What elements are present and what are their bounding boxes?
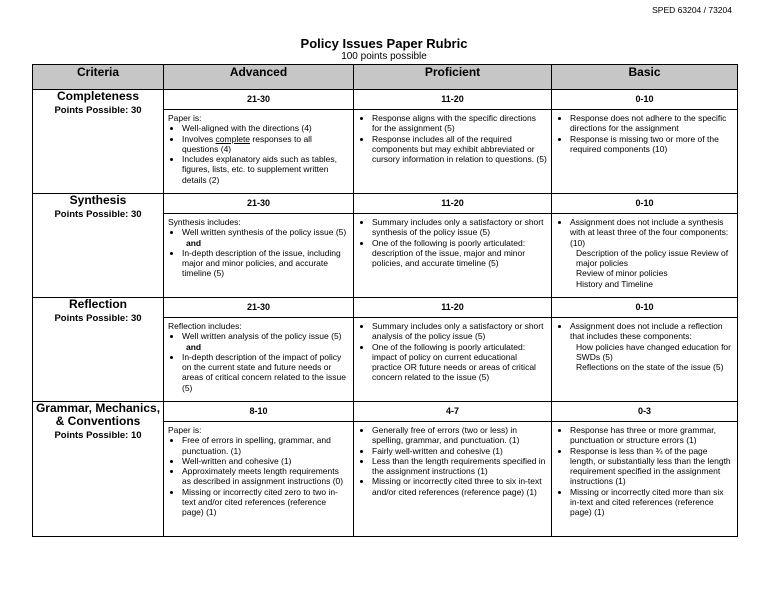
score-range: 11-20 xyxy=(354,90,551,110)
criteria-name: Synthesis xyxy=(69,193,127,207)
and-connector: and xyxy=(186,341,202,352)
list-item: • In-depth description of the impact of policy on the current state and future needs or areas of critical concern related to the issue (5) xyxy=(182,352,349,393)
score-range: 21-30 xyxy=(164,90,353,110)
list-item: • Summary includes only a satisfactory or short analysis of the policy issue (5) xyxy=(372,321,547,342)
page-subtitle: 100 points possible xyxy=(341,51,427,62)
score-range: 11-20 xyxy=(354,194,551,214)
score-range: 4-7 xyxy=(354,402,551,422)
rubric-table xyxy=(32,64,738,537)
criteria-name: Completeness xyxy=(56,89,140,103)
list-item: • Missing or incorrectly cited three to six in-text and/or cited references (reference page) (1) xyxy=(372,476,547,497)
list-item: • Response is less than ¾ of the page length, or substantially less than the length requirement specified in the assignment instructions (1) xyxy=(570,446,733,487)
criteria-name: Grammar, Mechanics, & Conventions xyxy=(35,401,161,428)
list-item: • Missing or incorrectly cited more than six in-text and cited references (reference page) (1) xyxy=(570,487,733,518)
score-range: 21-30 xyxy=(164,194,353,214)
and-connector: and xyxy=(186,237,202,248)
basic-cell xyxy=(552,90,738,194)
proficient-cell xyxy=(354,194,552,298)
criteria-points: Points Possible: 30 xyxy=(54,209,142,220)
list-item: • Well-aligned with the directions (4) xyxy=(182,123,349,133)
row-completeness xyxy=(33,90,738,194)
list-item: • Approximately meets length requirements as described in assignment instructions (0) xyxy=(182,466,349,487)
advanced-cell xyxy=(164,298,354,402)
score-range: 8-10 xyxy=(164,402,353,422)
criteria-cell xyxy=(33,298,164,402)
header-advanced: Advanced xyxy=(164,65,354,90)
list-item: • Response aligns with the specific directions for the assignment (5) xyxy=(372,113,547,134)
score-range: 0-10 xyxy=(552,90,737,110)
proficient-cell xyxy=(354,90,552,194)
sub-item: Reflections on the state of the issue (5) xyxy=(576,362,724,373)
score-range: 21-30 xyxy=(164,298,353,318)
criteria-cell xyxy=(33,90,164,194)
criteria-points: Points Possible: 30 xyxy=(54,313,142,324)
list-item: • Fairly well-written and cohesive (1) xyxy=(372,446,547,456)
basic-cell xyxy=(552,194,738,298)
page-title: Policy Issues Paper Rubric xyxy=(300,36,468,51)
list-item: • Assignment does not include a reflection that includes these components: xyxy=(570,321,733,342)
list-item: • Well written synthesis of the policy issue (5) xyxy=(182,227,349,237)
list-item: • Free of errors in spelling, grammar, and punctuation. (1) xyxy=(182,435,349,456)
score-range: 0-10 xyxy=(552,298,737,318)
list-item: • Includes explanatory aids such as tables, figures, lists, etc. to supplement written details (2) xyxy=(182,154,349,185)
criteria-points: Points Possible: 10 xyxy=(54,430,142,441)
criteria-cell xyxy=(33,194,164,298)
proficient-cell xyxy=(354,402,552,537)
list-item: • Generally free of errors (two or less) in spelling, grammar, and punctuation. (1) xyxy=(372,425,547,446)
list-item: • Involves complete responses to all questions (4) xyxy=(182,134,349,155)
sub-item: Review of minor policies xyxy=(576,268,668,279)
cell-intro: Paper is: xyxy=(168,425,202,435)
header-row xyxy=(33,65,738,90)
list-item: • One of the following is poorly articulated: description of the issue, major and minor policies, and accurate timeline (5) xyxy=(372,238,547,269)
cell-intro: Synthesis includes: xyxy=(168,217,241,227)
list-item: • Less than the length requirements specified in the assignment instructions (1) xyxy=(372,456,547,477)
row-synthesis xyxy=(33,194,738,298)
list-item: • Summary includes only a satisfactory or short synthesis of the policy issue (5) xyxy=(372,217,547,238)
criteria-cell xyxy=(33,402,164,537)
score-range: 0-3 xyxy=(552,402,737,422)
row-reflection xyxy=(33,298,738,402)
row-grammar xyxy=(33,402,738,537)
advanced-cell xyxy=(164,90,354,194)
list-item: • Response includes all of the required components but may exhibit abbreviated or cursory information in relation to questions. (5) xyxy=(372,134,547,165)
list-item: • Assignment does not include a synthesis with at least three of the four components: (10) xyxy=(570,217,733,248)
criteria-name: Reflection xyxy=(68,297,127,311)
advanced-cell xyxy=(164,194,354,298)
course-code: SPED 63204 / 73204 xyxy=(652,5,732,15)
list-item: • One of the following is poorly articulated: impact of policy on current educational practice OR future needs or areas of critical concern related to the issue (5) xyxy=(372,342,547,383)
score-range: 11-20 xyxy=(354,298,551,318)
cell-intro: Reflection includes: xyxy=(168,321,242,331)
proficient-cell xyxy=(354,298,552,402)
cell-intro: Paper is: xyxy=(168,113,202,123)
list-item: • Missing or incorrectly cited zero to two in-text and/or cited references (reference page) (1) xyxy=(182,487,349,518)
criteria-points: Points Possible: 30 xyxy=(54,105,142,116)
header-proficient: Proficient xyxy=(354,65,552,90)
header-basic: Basic xyxy=(552,65,738,90)
sub-item: Description of the policy issue Review of major policies xyxy=(576,247,729,269)
list-item: • Response does not adhere to the specific directions for the assignment xyxy=(570,113,733,134)
list-item: • Well-written and cohesive (1) xyxy=(182,456,349,466)
basic-cell xyxy=(552,402,738,537)
sub-item: How policies have changed education for SWDs (5) xyxy=(576,341,731,362)
header-criteria: Criteria xyxy=(33,65,164,90)
list-item: • In-depth description of the issue, including major and minor policies, and accurate timeline (5) xyxy=(182,248,349,279)
basic-cell xyxy=(552,298,738,402)
score-range: 0-10 xyxy=(552,194,737,214)
list-item: • Response is missing two or more of the required components (10) xyxy=(570,134,733,155)
advanced-cell xyxy=(164,402,354,537)
list-item: • Well written analysis of the policy issue (5) xyxy=(182,331,349,341)
list-item: • Response has three or more grammar, punctuation or structure errors (1) xyxy=(570,425,733,446)
sub-item: History and Timeline xyxy=(576,278,654,289)
